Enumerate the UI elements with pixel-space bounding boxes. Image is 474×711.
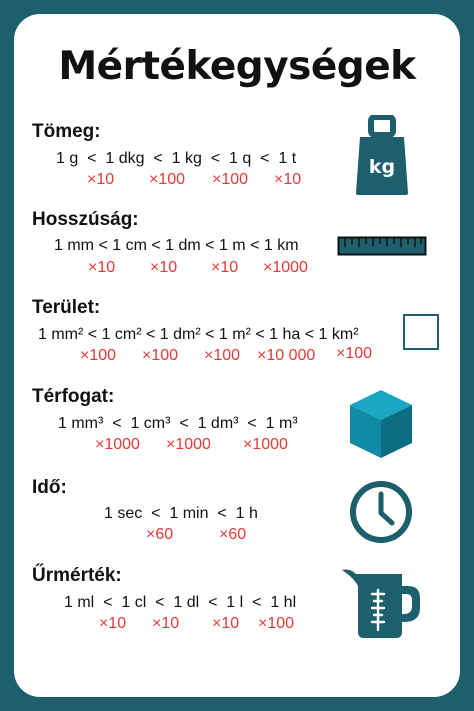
- multiplier-capacity-1: ×10: [99, 615, 127, 632]
- units-mass: 1 g < 1 dkg < 1 kg < 1 q < 1 t: [56, 150, 297, 167]
- units-time: 1 sec < 1 min < 1 h: [104, 505, 258, 522]
- multiplier-volume-2: ×1000: [166, 436, 211, 453]
- section-title-volume: Térfogat:: [32, 386, 115, 407]
- multiplier-capacity-2: ×10: [152, 615, 180, 632]
- ruler-icon: [337, 236, 427, 256]
- multiplier-capacity-4: ×100: [258, 615, 295, 632]
- multiplier-time-1: ×60: [146, 526, 174, 543]
- section-title-mass: Tömeg:: [32, 121, 101, 142]
- square-icon: [403, 314, 439, 350]
- multiplier-length-1: ×10: [88, 259, 116, 276]
- units-capacity: 1 ml < 1 cl < 1 dl < 1 l < 1 hl: [64, 594, 297, 611]
- multiplier-area-4: ×10 000: [257, 347, 316, 364]
- measuring-cup-icon: [340, 566, 422, 640]
- multiplier-area-3: ×100: [204, 347, 241, 364]
- weight-icon-label: kg: [368, 156, 396, 178]
- units-volume: 1 mm³ < 1 cm³ < 1 dm³ < 1 m³: [58, 415, 298, 432]
- multiplier-mass-3: ×100: [212, 171, 249, 188]
- page-title: Mértékegységek: [58, 44, 416, 89]
- weight-icon: [352, 115, 412, 197]
- multiplier-length-2: ×10: [150, 259, 178, 276]
- cube-icon: [348, 388, 414, 460]
- multiplier-capacity-3: ×10: [212, 615, 240, 632]
- section-title-time: Idő:: [32, 477, 67, 498]
- multiplier-area-2: ×100: [142, 347, 179, 364]
- multiplier-mass-2: ×100: [149, 171, 186, 188]
- multiplier-time-2: ×60: [219, 526, 247, 543]
- multiplier-volume-1: ×1000: [95, 436, 140, 453]
- multiplier-area-5: ×100: [336, 345, 373, 362]
- clock-icon: [348, 479, 414, 545]
- units-length: 1 mm < 1 cm < 1 dm < 1 m < 1 km: [54, 237, 299, 254]
- multiplier-length-3: ×10: [211, 259, 239, 276]
- section-title-length: Hosszúság:: [32, 209, 139, 230]
- section-title-capacity: Űrmérték:: [32, 565, 122, 586]
- multiplier-area-1: ×100: [80, 347, 117, 364]
- multiplier-mass-1: ×10: [87, 171, 115, 188]
- section-title-area: Terület:: [32, 297, 101, 318]
- multiplier-mass-4: ×10: [274, 171, 302, 188]
- units-area: 1 mm² < 1 cm² < 1 dm² < 1 m² < 1 ha < 1 km²: [38, 326, 359, 343]
- multiplier-length-4: ×1000: [263, 259, 308, 276]
- multiplier-volume-3: ×1000: [243, 436, 288, 453]
